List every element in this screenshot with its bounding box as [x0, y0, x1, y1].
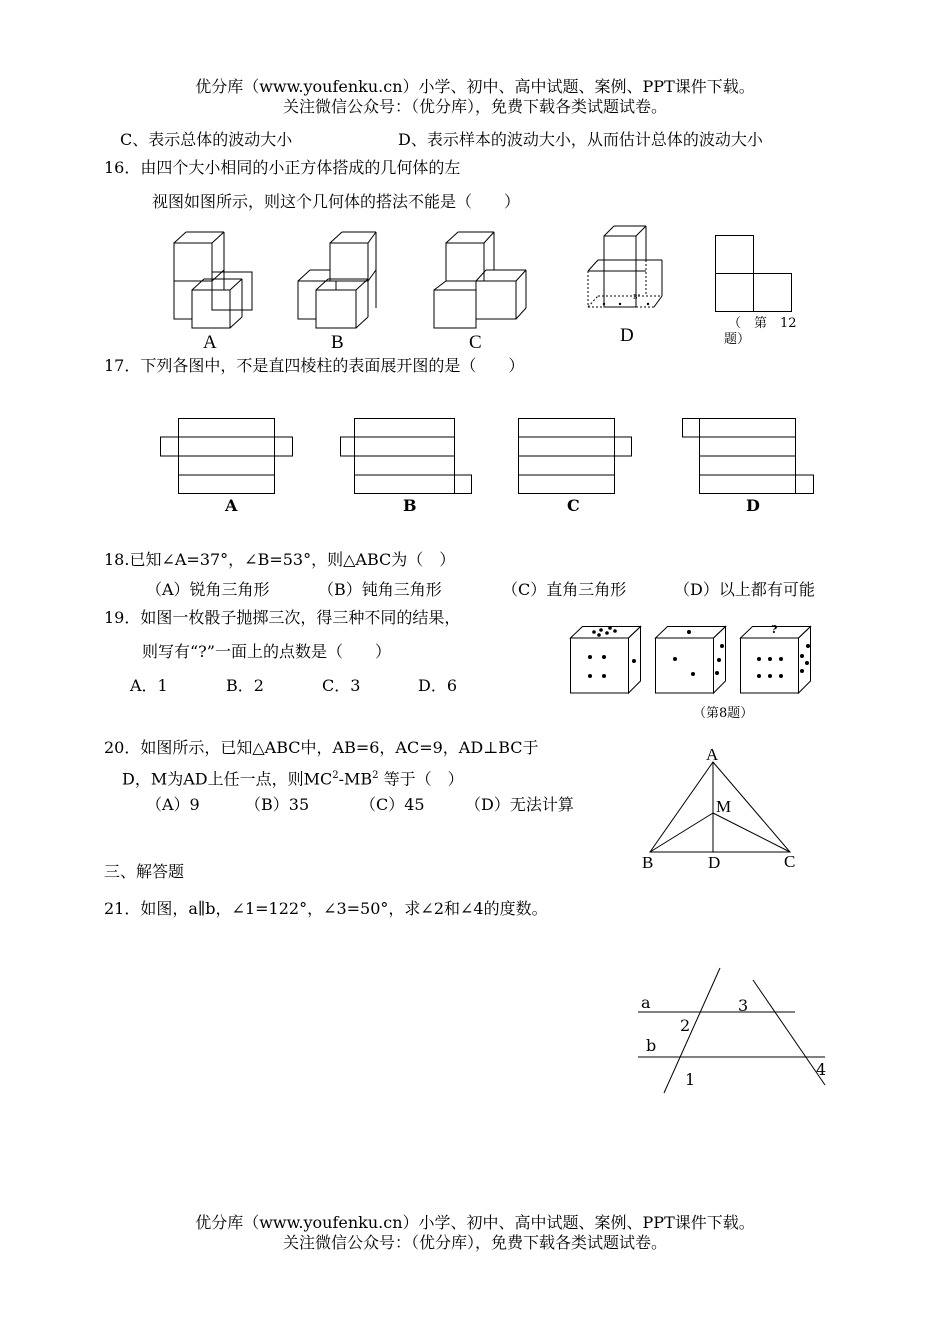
q19-option-b: B．2 — [226, 676, 264, 695]
footer-line-1: 优分库（www.youfenku.cn）小学、初中、高中试题、案例、PPT课件下载。 — [195, 1213, 755, 1232]
q21-text: 21．如图，a∥b，∠1=122°，∠3=50°，求∠2和∠4的度数。 — [104, 899, 548, 918]
q17-net-b — [340, 418, 475, 498]
q17-net-c — [518, 418, 653, 498]
q16-label-c: C — [469, 332, 482, 353]
q20-option-a: （A）9 — [146, 795, 200, 814]
footer-line-2: 关注微信公众号：（优分库），免费下载各类试题试卷。 — [282, 1233, 667, 1252]
q16-label-a: A — [203, 332, 217, 353]
q20-option-c: （C）45 — [360, 795, 425, 814]
q16-text-line-2: 视图如图所示，则这个几何体的搭法不能是（ ） — [152, 192, 521, 211]
q17-label-c: C — [567, 496, 580, 515]
q19-text-line-1: 19．如图一枚骰子抛掷三次，得三种不同的结果， — [104, 608, 461, 627]
q21-label-3: 3 — [738, 996, 749, 1015]
q18-text: 18.已知∠A=37°，∠B=53°，则△ABC为（ ） — [104, 550, 456, 569]
q20-point-m: M — [716, 797, 732, 816]
q21-label-2: 2 — [680, 1016, 691, 1035]
q20-point-a: A — [706, 745, 719, 764]
q16-figure-c — [430, 228, 530, 333]
q16-figure-a — [170, 228, 260, 333]
q18-option-a: （A）锐角三角形 — [146, 580, 270, 599]
section-3-title: 三、解答题 — [104, 862, 185, 881]
q20-text-line-2: D，M为AD上任一点，则$MC^2-MB^2$ 等于（ ） — [122, 769, 464, 789]
q16-caption-line-1: （ 第 12 — [728, 316, 797, 331]
q17-label-b: B — [403, 496, 417, 515]
q17-net-d — [682, 418, 817, 498]
q16-caption-line-2: 题） — [724, 332, 751, 347]
q20-option-d: （D）无法计算 — [465, 795, 574, 814]
q20-point-d: D — [708, 853, 721, 872]
q19-die-3 — [740, 623, 815, 698]
q19-option-a: A．1 — [130, 676, 168, 695]
q19-die-2 — [655, 626, 730, 698]
q16-left-view — [715, 235, 795, 315]
q16-text-line-1: 16．由四个大小相同的小正方体搭成的几何体的左 — [104, 158, 461, 177]
q19-text-line-2: 则写有“?”一面上的点数是（ ） — [142, 642, 391, 661]
q16-d-inner-label: B" — [633, 294, 641, 301]
q20-text-line-1: 20．如图所示，已知△ABC中，AB=6，AC=9，AD⊥BC于 — [104, 738, 539, 757]
q17-net-a — [160, 418, 295, 498]
q21-label-1: 1 — [685, 1070, 696, 1089]
q16-figure-b — [294, 228, 384, 333]
q16-label-d: D — [620, 325, 634, 346]
q19-die-1 — [570, 626, 645, 698]
q19-question-mark: ? — [771, 623, 778, 636]
q16-figure-d — [584, 224, 669, 314]
q21-label-a: a — [641, 993, 651, 1012]
q15-option-d: D、表示样本的波动大小，从而估计总体的波动大小 — [398, 130, 763, 149]
q18-option-b: （B）钝角三角形 — [318, 580, 442, 599]
q19-caption: （第8题） — [693, 706, 754, 721]
q19-option-c: C．3 — [322, 676, 361, 695]
q18-option-c: （C）直角三角形 — [502, 580, 627, 599]
header-line-1: 优分库（www.youfenku.cn）小学、初中、高中试题、案例、PPT课件下载。 — [195, 77, 755, 96]
q17-text: 17．下列各图中，不是直四棱柱的表面展开图的是（ ） — [104, 356, 525, 375]
q16-label-b: B — [331, 332, 344, 353]
q17-label-d: D — [746, 496, 760, 515]
q15-option-c: C、表示总体的波动大小 — [120, 130, 293, 149]
q21-label-4: 4 — [816, 1060, 827, 1079]
q19-option-d: D．6 — [418, 676, 458, 695]
q18-option-d: （D）以上都有可能 — [674, 580, 815, 599]
q20-option-b: （B）35 — [245, 795, 310, 814]
header-line-2: 关注微信公众号：（优分库），免费下载各类试题试卷。 — [282, 97, 667, 116]
q17-label-a: A — [225, 496, 238, 515]
q20-point-b: B — [642, 853, 654, 872]
q21-parallel-lines-figure — [630, 960, 830, 1100]
q21-label-b: b — [646, 1036, 657, 1055]
q20-point-c: C — [784, 852, 796, 871]
